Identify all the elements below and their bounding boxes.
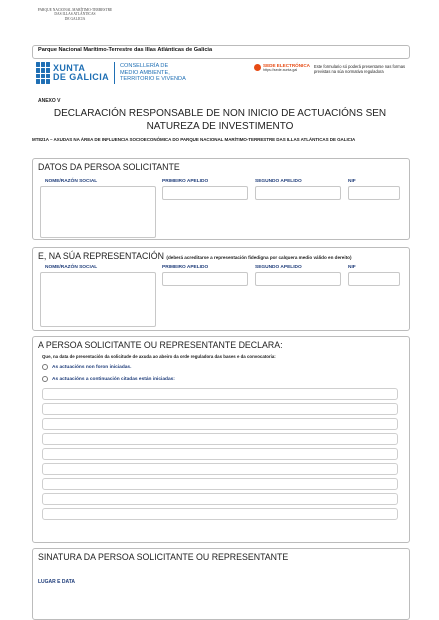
conselleria-line: TERRITORIO E VIVENDA (120, 76, 186, 83)
representative-surname2-field[interactable] (255, 272, 341, 286)
col-surname1: PRIMEIRO APELIDO (162, 265, 209, 270)
stamp-line: PARQUE NACIONAL MARÍTIMO-TERRESTRE (37, 8, 113, 12)
action-line-field[interactable] (42, 448, 398, 460)
col-nif: NIF (348, 179, 356, 184)
representative-nif-field[interactable] (348, 272, 400, 286)
option-label: As actuacións a continuación citadas están iniciadas: (52, 376, 175, 382)
sede-globe-icon (254, 64, 261, 71)
col-surname2: SEGUNDO APELIDO (255, 265, 302, 270)
applicant-surname2-field[interactable] (255, 186, 341, 200)
representative-section (32, 247, 410, 331)
xunta-emblem-icon (36, 62, 50, 84)
representative-surname1-field[interactable] (162, 272, 248, 286)
option-label: As actuacións non foron iniciadas. (52, 364, 132, 370)
section-heading: A PERSOA SOLICITANTE OU REPRESENTANTE DECLARA: (38, 340, 283, 350)
col-nif: NIF (348, 265, 356, 270)
action-line-field[interactable] (42, 463, 398, 475)
signature-section (32, 548, 410, 620)
action-line-field[interactable] (42, 478, 398, 490)
section-heading (38, 251, 352, 261)
action-line-field[interactable] (42, 418, 398, 430)
xunta-line: DE GALICIA (53, 72, 110, 82)
applicant-section (32, 158, 410, 240)
sede-note: Este formulario só poderá presentarse nas formas previstas na súa normativa reguladora (314, 64, 406, 74)
col-name: NOME/RAZÓN SOCIAL (45, 179, 98, 184)
stamp-line: DE GALICIA (64, 16, 86, 21)
xunta-line: XUNTA (53, 62, 86, 73)
sede-label: SEDE ELECTRÓNICA (263, 63, 310, 68)
sede-electronica (254, 63, 310, 72)
option-started[interactable] (42, 376, 175, 382)
col-name: NOME/RAZÓN SOCIAL (45, 265, 98, 270)
park-title: Parque Nacional Marítimo-Terrestre das Illas Atlánticas de Galicia (38, 47, 213, 53)
stamp-line: DAS ILLAS ATLÁNTICAS (54, 12, 96, 17)
conselleria-line: CONSELLERÍA DE (120, 63, 169, 70)
procedure-code: MT821A – AXUDAS NA ÁREA DE INFLUENCIA SOCIOECONÓMICA DO PARQUE NACIONAL MARÍTIMO-TERRESTRE DAS ILLAS ATLÁNTICAS DE GALICIA (32, 137, 356, 142)
place-date-label: LUGAR E DATA (38, 579, 76, 585)
declaration-question: Que, na data de presentación da solicitude de axuda ao abeiro da orde reguladora das bases e da convocatoria: (42, 354, 276, 359)
col-surname1: PRIMEIRO APELIDO (162, 179, 209, 184)
radio-icon[interactable] (42, 376, 48, 382)
action-line-field[interactable] (42, 388, 398, 400)
section-heading-note: (deberá acreditarse a representación fidedigna por calquera medio válido en dereito) (166, 255, 352, 260)
xunta-wordmark (53, 64, 109, 83)
page-title: DECLARACIÓN RESPONSABLE DE NON INICIO DE ACTUACIÓNS SEN NATUREZA DE INVESTIMENTO (53, 108, 387, 132)
institution-stamp (30, 8, 120, 21)
applicant-name-field[interactable] (40, 186, 156, 238)
option-not-started[interactable] (42, 364, 131, 370)
conselleria-name (120, 63, 186, 82)
action-line-field[interactable] (42, 433, 398, 445)
action-line-field[interactable] (42, 493, 398, 505)
action-line-field[interactable] (42, 403, 398, 415)
sede-url[interactable]: https://sede.xunta.gal (263, 68, 298, 72)
representative-name-field[interactable] (40, 272, 156, 327)
applicant-surname1-field[interactable] (162, 186, 248, 200)
applicant-nif-field[interactable] (348, 186, 400, 200)
conselleria-line: MEDIO AMBIENTE, (120, 69, 170, 76)
col-surname2: SEGUNDO APELIDO (255, 179, 302, 184)
action-line-field[interactable] (42, 508, 398, 520)
section-heading: SINATURA DA PERSOA SOLICITANTE OU REPRESENTANTE (38, 552, 289, 562)
logo-divider (114, 62, 115, 84)
section-heading: DATOS DA PERSOA SOLICITANTE (38, 162, 180, 172)
radio-icon[interactable] (42, 364, 48, 370)
section-heading-text: E, NA SÚA REPRESENTACIÓN (38, 251, 164, 261)
xunta-logo (36, 60, 186, 86)
anexo-label: ANEXO V (38, 98, 61, 104)
